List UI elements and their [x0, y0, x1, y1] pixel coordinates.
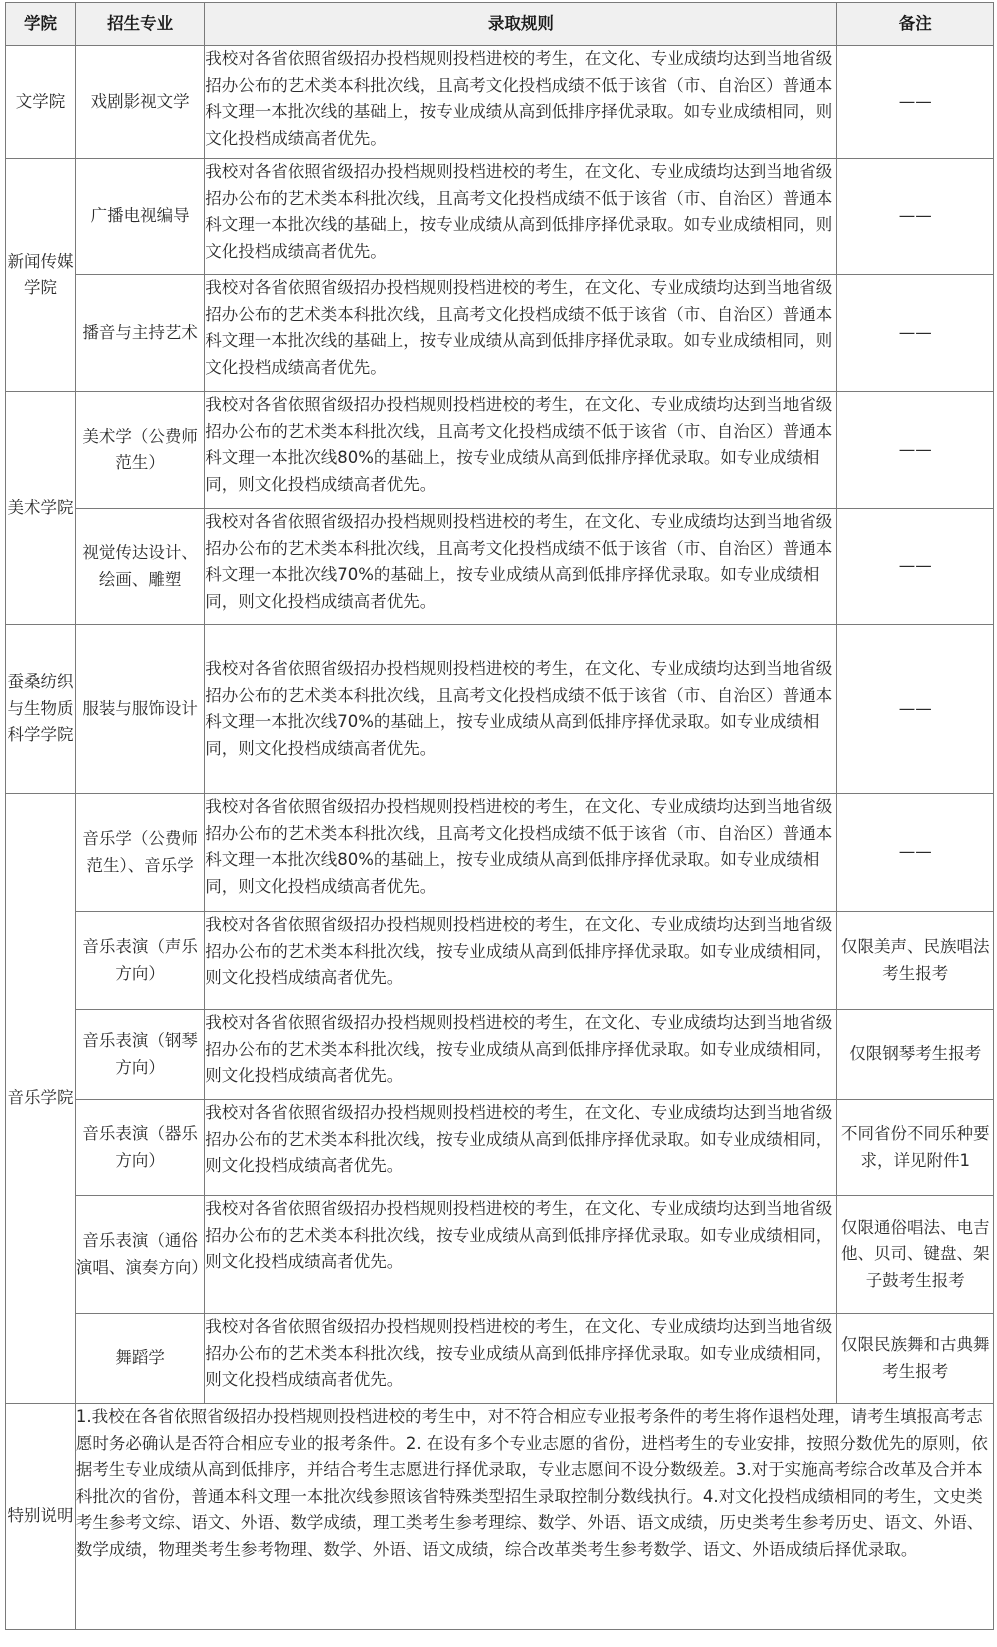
note-cell: —— [837, 794, 994, 912]
table-row [6, 1196, 994, 1314]
rule-cell: 我校对各省依照省级招办投档规则投档进校的考生，在文化、专业成绩均达到当地省级招办公布的艺术类本科批次线，且高考文化投档成绩不低于该省（市、自治区）普通本科文理一本批次线的基础上，按专业成绩从高到低排序择优录取。如专业成绩相同，则文化投档成绩高者优先。 [205, 159, 837, 275]
note-cell: —— [837, 46, 994, 159]
major-cell: 音乐表演（声乐方向） [75, 912, 204, 1010]
rule-cell: 我校对各省依照省级招办投档规则投档进校的考生，在文化、专业成绩均达到当地省级招办公布的艺术类本科批次线，按专业成绩从高到低排序择优录取。如专业成绩相同，则文化投档成绩高者优先。 [205, 1010, 837, 1100]
table-row [6, 1314, 994, 1404]
college-cell: 文学院 [6, 46, 76, 159]
major-cell: 舞蹈学 [75, 1314, 204, 1404]
table-row [6, 159, 994, 275]
rule-cell: 我校对各省依照省级招办投档规则投档进校的考生，在文化、专业成绩均达到当地省级招办公布的艺术类本科批次线，且高考文化投档成绩不低于该省（市、自治区）普通本科文理一本批次线80%的基础上，按专业成绩从高到低排序择优录取。如专业成绩相同，则文化投档成绩高者优先。 [205, 794, 837, 912]
table-row [6, 46, 994, 159]
college-cell: 蚕桑纺织与生物质科学学院 [6, 625, 76, 794]
header-note: 备注 [837, 3, 994, 46]
major-cell: 播音与主持艺术 [75, 275, 204, 392]
major-cell: 美术学（公费师范生） [75, 392, 204, 509]
note-cell: 仅限民族舞和古典舞考生报考 [837, 1314, 994, 1404]
rule-cell: 我校对各省依照省级招办投档规则投档进校的考生，在文化、专业成绩均达到当地省级招办公布的艺术类本科批次线，且高考文化投档成绩不低于该省（市、自治区）普通本科文理一本批次线70%的基础上，按专业成绩从高到低排序择优录取。如专业成绩相同，则文化投档成绩高者优先。 [205, 509, 837, 625]
college-cell: 新闻传媒学院 [6, 159, 76, 392]
admission-rules-table [5, 2, 994, 1630]
major-cell: 音乐表演（通俗演唱、演奏方向） [75, 1196, 204, 1314]
rule-cell: 我校对各省依照省级招办投档规则投档进校的考生，在文化、专业成绩均达到当地省级招办公布的艺术类本科批次线，按专业成绩从高到低排序择优录取。如专业成绩相同，则文化投档成绩高者优先。 [205, 1314, 837, 1404]
college-cell: 音乐学院 [6, 794, 76, 1404]
note-cell: 仅限钢琴考生报考 [837, 1010, 994, 1100]
table-row [6, 392, 994, 509]
table-row [6, 1010, 994, 1100]
note-cell: 仅限通俗唱法、电吉他、贝司、键盘、架子鼓考生报考 [837, 1196, 994, 1314]
major-cell: 广播电视编导 [75, 159, 204, 275]
table-row [6, 1100, 994, 1196]
major-cell: 音乐表演（钢琴方向） [75, 1010, 204, 1100]
major-cell: 音乐表演（器乐方向） [75, 1100, 204, 1196]
table-row [6, 275, 994, 392]
special-notes-row [6, 1404, 994, 1630]
note-cell: 仅限美声、民族唱法考生报考 [837, 912, 994, 1010]
table-row [6, 625, 994, 794]
major-cell: 戏剧影视文学 [75, 46, 204, 159]
note-cell: 不同省份不同乐种要求，详见附件1 [837, 1100, 994, 1196]
rule-cell: 我校对各省依照省级招办投档规则投档进校的考生，在文化、专业成绩均达到当地省级招办公布的艺术类本科批次线，且高考文化投档成绩不低于该省（市、自治区）普通本科文理一本批次线的基础上，按专业成绩从高到低排序择优录取。如专业成绩相同，则文化投档成绩高者优先。 [205, 275, 837, 392]
header-major: 招生专业 [75, 3, 204, 46]
rule-cell: 我校对各省依照省级招办投档规则投档进校的考生，在文化、专业成绩均达到当地省级招办公布的艺术类本科批次线，按专业成绩从高到低排序择优录取。如专业成绩相同，则文化投档成绩高者优先。 [205, 1100, 837, 1196]
note-cell: —— [837, 625, 994, 794]
rule-cell: 我校对各省依照省级招办投档规则投档进校的考生，在文化、专业成绩均达到当地省级招办公布的艺术类本科批次线，且高考文化投档成绩不低于该省（市、自治区）普通本科文理一本批次线70%的基础上，按专业成绩从高到低排序择优录取。如专业成绩相同，则文化投档成绩高者优先。 [205, 625, 837, 794]
rule-cell: 我校对各省依照省级招办投档规则投档进校的考生，在文化、专业成绩均达到当地省级招办公布的艺术类本科批次线，按专业成绩从高到低排序择优录取。如专业成绩相同，则文化投档成绩高者优先。 [205, 1196, 837, 1314]
college-cell: 美术学院 [6, 392, 76, 625]
major-cell: 视觉传达设计、绘画、雕塑 [75, 509, 204, 625]
header-rule: 录取规则 [205, 3, 837, 46]
table-row [6, 794, 994, 912]
special-label: 特别说明 [6, 1404, 76, 1630]
rule-cell: 我校对各省依照省级招办投档规则投档进校的考生，在文化、专业成绩均达到当地省级招办公布的艺术类本科批次线，且高考文化投档成绩不低于该省（市、自治区）普通本科文理一本批次线80%的基础上，按专业成绩从高到低排序择优录取。如专业成绩相同，则文化投档成绩高者优先。 [205, 392, 837, 509]
note-cell: —— [837, 392, 994, 509]
table-row [6, 912, 994, 1010]
header-row [6, 3, 994, 46]
note-cell: —— [837, 159, 994, 275]
note-cell: —— [837, 275, 994, 392]
note-cell: —— [837, 509, 994, 625]
rule-cell: 我校对各省依照省级招办投档规则投档进校的考生，在文化、专业成绩均达到当地省级招办公布的艺术类本科批次线，且高考文化投档成绩不低于该省（市、自治区）普通本科文理一本批次线的基础上，按专业成绩从高到低排序择优录取。如专业成绩相同，则文化投档成绩高者优先。 [205, 46, 837, 159]
major-cell: 服装与服饰设计 [75, 625, 204, 794]
header-college: 学院 [6, 3, 76, 46]
special-text: 1.我校在各省依照省级招办投档规则投档进校的考生中，对不符合相应专业报考条件的考生将作退档处理，请考生填报高考志愿时务必确认是否符合相应专业的报考条件。2. 在设有多个专业志愿的省份，进档考生的专业安排，按照分数优先的原则，依据考生专业成绩从高到低排序，并结合考生志愿进行择优录取，专业志愿间不设分数级差。3.对于实施高考综合改革及合并本科批次的省份，普通本科文理一本批次线参照该省特殊类型招生录取控制分数线执行。4.对文化投档成绩相同的考生，文史类考生参考文综、语文、外语、数学成绩，理工类考生参考理综、数学、外语、语文成绩，历史类考生参考历史、语文、外语、数学成绩，物理类考生参考物理、数学、外语、语文成绩，综合改革类考生参考数学、语文、外语成绩后择优录取。 [75, 1404, 993, 1630]
rule-cell: 我校对各省依照省级招办投档规则投档进校的考生，在文化、专业成绩均达到当地省级招办公布的艺术类本科批次线，按专业成绩从高到低排序择优录取。如专业成绩相同，则文化投档成绩高者优先。 [205, 912, 837, 1010]
table-row [6, 509, 994, 625]
major-cell: 音乐学（公费师范生）、音乐学 [75, 794, 204, 912]
